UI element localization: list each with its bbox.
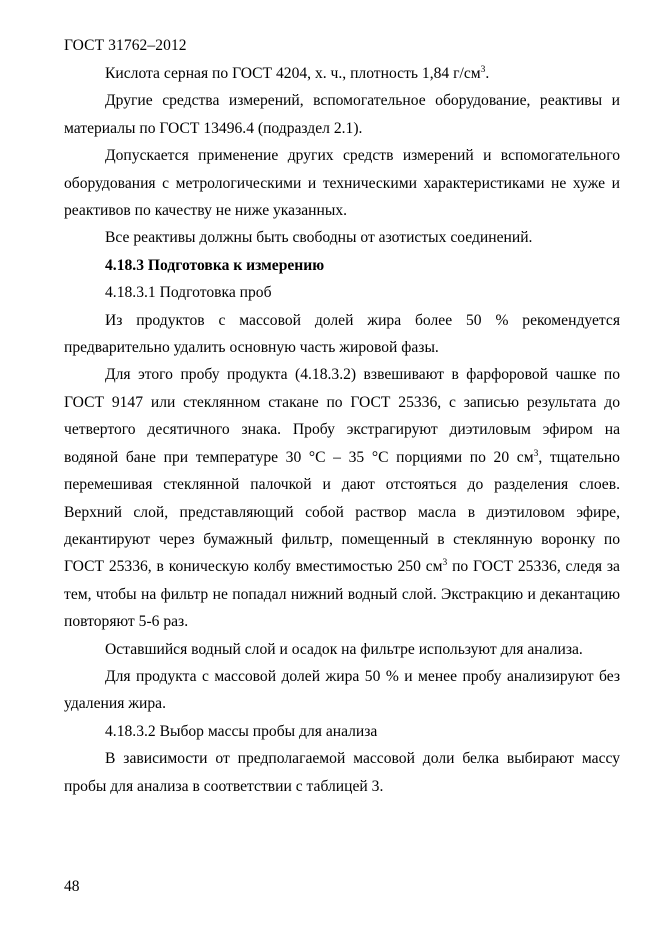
paragraph-remaining-layer: Оставшийся водный слой и осадок на фильтре используют для анализа. xyxy=(105,640,583,658)
paragraph-mass-selection: В зависимости от предполагаемой массовой доли белка выбирают массу пробы для анализа в соответствии с таблицей 3. xyxy=(64,750,620,795)
paragraph-sulfuric-acid: Кислота серная по ГОСТ 4204, х. ч., плотность 1,84 $г/см^3$. xyxy=(105,65,490,82)
paragraph-alternatives-allowed: Допускается применение других средств измерений и вспомогательного оборудования с метрологическими и техническими характеристиками не хуже и реактивов по качеству не ниже указанных. xyxy=(64,147,620,220)
paragraph-other-instruments: Другие средства измерений, вспомогательное оборудование, реактивы и материалы по ГОСТ 13496.4 (подраздел 2.1). xyxy=(64,92,620,137)
paragraph-low-fat-products: Для продукта с массовой долей жира 50 % и менее пробу анализируют без удаления жира. xyxy=(64,667,620,713)
standard-designation: ГОСТ 31762–2012 xyxy=(64,37,187,54)
paragraph-reagents-free: Все реактивы должны быть свободны от азотистых соединений. xyxy=(105,229,533,247)
document-body xyxy=(64,60,620,800)
paragraph-fat-removal: Из продуктов с массовой долей жира более 50 % рекомендуется предварительно удалить основную часть жировой фазы. xyxy=(64,311,620,357)
section-heading-preparation: 4.18.3 Подготовка к измерению xyxy=(105,256,325,274)
subsection-sample-preparation: 4.18.3.1 Подготовка проб xyxy=(105,284,272,302)
subsection-sample-mass: 4.18.3.2 Выбор массы пробы для анализа xyxy=(105,722,378,740)
paragraph-extraction-procedure: Для этого пробу продукта (4.18.3.2) взвешивают в фарфоровой чашке по ГОСТ 9147 или стеклянном стакане по ГОСТ 25336, с записью результата до четвертого десятичного знака. Пробу экстрагируют диэтиловым эфиром на водяной бане при температуре 30 °С – 35 °С порциями по 20 $см^3$, тщательно перемешивая стеклянной палочкой и дают отстояться до разделения слоев. Верхний слой, представляющий собой раствор масла в диэтиловом эфире, декантируют через бумажный фильтр, помещенный в стеклянную воронку по ГОСТ 25336, в коническую колбу вместимостью 250 $см^3$ по ГОСТ 25336, следя за тем, чтобы на фильтр не попадал нижний водный слой. Экстракцию и декантацию повторяют 5-6 раз. xyxy=(64,366,620,631)
page-number: 48 xyxy=(64,878,80,895)
document-header xyxy=(64,37,187,55)
